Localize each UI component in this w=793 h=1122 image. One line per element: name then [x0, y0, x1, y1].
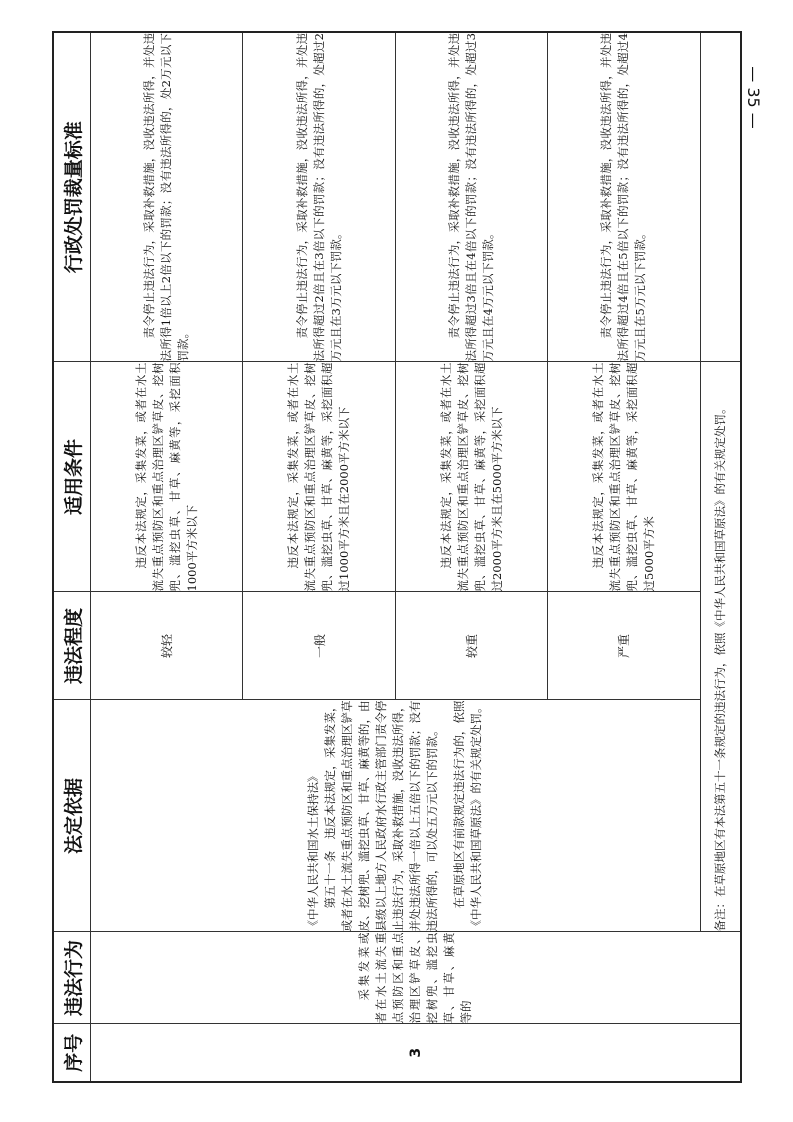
standard-text: 责令停止违法行为，采取补救措施，没收违法所得，并处违法所得1倍以上2倍以下的罚款；没有违法所得的，处2万元以下罚款。: [142, 33, 191, 362]
degree-cell: 严重: [548, 592, 700, 700]
seq-cell: 3: [91, 1024, 742, 1082]
act-text: 采集发菜或者在水土流失重点预防区和重点治理区铲草皮、挖树兜、滥挖虫草、甘草、麻黄等的: [357, 932, 473, 1024]
standard-text: 责令停止违法行为，采取补救措施，没收违法所得，并处违法所得超过3倍且在4倍以下的罚款；没有违法所得的，处超过3万元且在4万元以下罚款。: [447, 33, 496, 362]
standard-cell: [91, 32, 243, 362]
header-row: [53, 32, 91, 1082]
header-act: 违法行为: [53, 932, 91, 1024]
header-seq: 序号: [53, 1024, 91, 1082]
condition-text: 违反本法规定，采集发菜，或者在水土流失重点预防区和重点治理区铲草皮、挖树兜、滥挖虫草、甘草、麻黄等，采挖面积1000平方米以下: [133, 362, 199, 592]
penalty-table: [52, 31, 742, 1083]
header-basis: 法定依据: [53, 700, 91, 932]
condition-cell: [91, 362, 243, 592]
basis-article: 第五十一条 违反本法规定，采集发菜，或者在水土流失重点预防区和重点治理区铲草皮、挖树兜、滥挖虫草、甘草、麻黄等的，由县级以上地方人民政府水行政主管部门责令停止违法行为，采取补救措施，没收违法所得，并处违法所得一倍以上五倍以下的罚款；没有违法所得的，可以处五万元以下的罚款。: [323, 700, 440, 932]
note-cell: [700, 362, 741, 932]
standard-cell: [395, 32, 547, 362]
header-degree: 违法程度: [53, 592, 91, 700]
page-number-text: — 35 —: [743, 65, 763, 129]
condition-text: 违反本法规定，采集发菜，或者在水土流失重点预防区和重点治理区铲草皮、挖树兜、滥挖虫草、甘草、麻黄等，采挖面积超过5000平方米: [590, 362, 656, 592]
standard-text: 责令停止违法行为，采取补救措施，没收违法所得，并处违法所得超过4倍且在5倍以下的罚款；没有违法所得的，处超过4万元且在5万元以下罚款。: [599, 33, 648, 362]
note-row: [700, 32, 741, 1082]
condition-cell: [395, 362, 547, 592]
table-row: [91, 32, 243, 1082]
rotated-page: [52, 33, 742, 1083]
basis-cell: [91, 700, 701, 932]
header-condition: 适用条件: [53, 362, 91, 592]
note-text: 备注：在草原地区有本法第五十一条规定的违法行为，依照《中华人民共和国草原法》的有关规定处罚。: [712, 402, 727, 932]
condition-cell: [243, 362, 395, 592]
condition-text: 违反本法规定，采集发菜，或者在水土流失重点预防区和重点治理区铲草皮、挖树兜、滥挖虫草、甘草、麻黄等，采挖面积超过1000平方米且在2000平方米以下: [286, 362, 352, 592]
condition-text: 违反本法规定，采集发菜，或者在水土流失重点预防区和重点治理区铲草皮、挖树兜、滥挖虫草、甘草、麻黄等，采挖面积超过2000平方米且在5000平方米以下: [438, 362, 504, 592]
degree-cell: 较轻: [91, 592, 243, 700]
degree-cell: 较重: [395, 592, 547, 700]
header-standard: 行政处罚裁量标准: [53, 32, 91, 362]
standard-text: 责令停止违法行为，采取补救措施，没收违法所得，并处违法所得超过2倍且在3倍以下的罚款；没有违法所得的，处超过2万元且在3万元以下罚款。: [294, 33, 343, 362]
act-cell: [91, 932, 742, 1024]
degree-cell: 一般: [243, 592, 395, 700]
standard-cell: [243, 32, 395, 362]
condition-cell: [548, 362, 700, 592]
page-number: [740, 52, 766, 142]
basis-law-title: 《中华人民共和国水土保持法》: [306, 770, 321, 932]
basis-grassland: 在草原地区有前款规定违法行为的，依照《中华人民共和国草原法》的有关规定处罚。: [452, 700, 484, 932]
standard-cell: [548, 32, 700, 362]
